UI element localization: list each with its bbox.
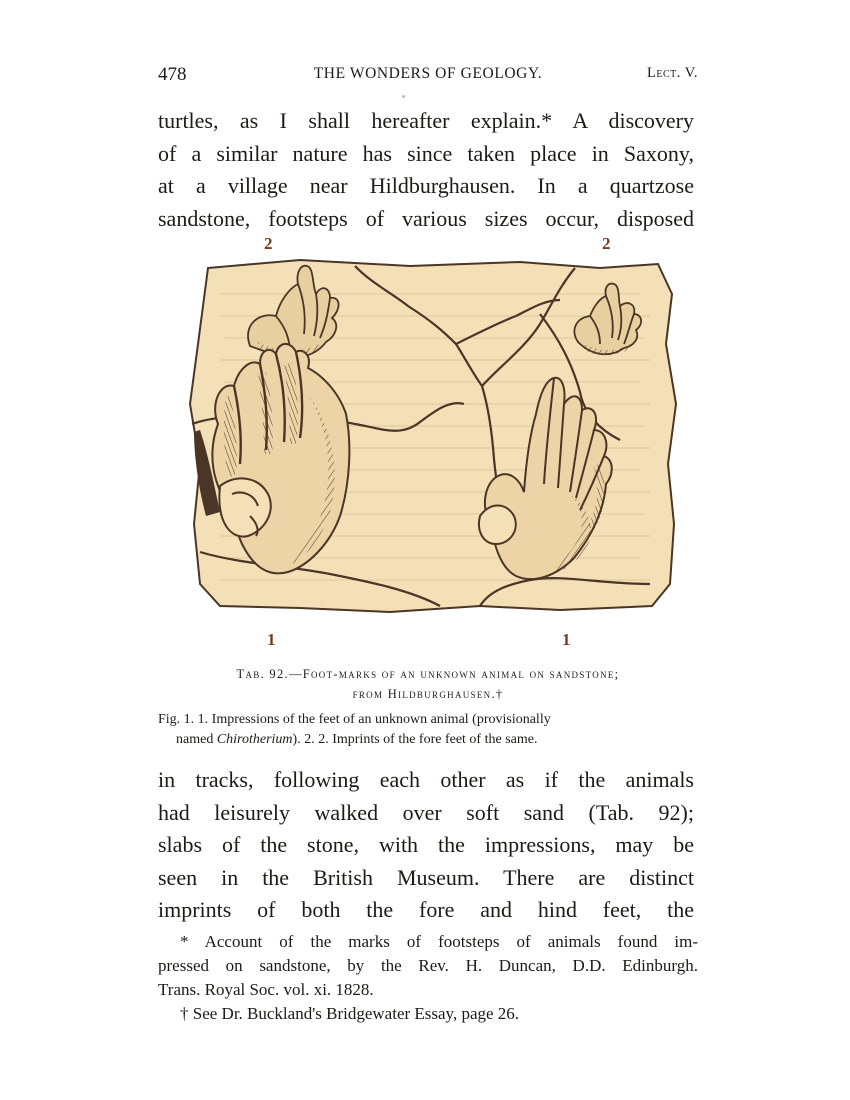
- text-line: seen in the British Museum. There are distinct: [158, 864, 694, 890]
- footnotes: [158, 930, 698, 1026]
- paragraph-top: [158, 105, 694, 235]
- caption-line-1: Fig. 1. 1. Impressions of the feet of an unknown animal (provisionally: [158, 712, 551, 727]
- caption-line-2-prefix: named: [176, 732, 217, 747]
- footprint-figure: [180, 232, 680, 662]
- genus-name: Chirotherium: [216, 732, 293, 747]
- text-line: imprints of both the fore and hind feet, the: [158, 897, 694, 922]
- text-line: sandstone, footsteps of various sizes occur, disposed: [158, 205, 694, 231]
- figure-label-2-left: 2: [264, 234, 273, 253]
- running-header: [158, 64, 698, 88]
- sandstone-slab-illustration: [180, 254, 680, 644]
- paragraph-bottom: [158, 764, 694, 927]
- footnote-star-line-3: Trans. Royal Soc. vol. xi. 1828.: [158, 980, 374, 999]
- figure-caption: [158, 710, 698, 750]
- figure-caption-title: [158, 664, 698, 704]
- figure-label-2-right: 2: [602, 234, 611, 253]
- text-line: turtles, as I shall hereafter explain.* A discovery: [158, 108, 694, 133]
- text-line: of a similar nature has since taken place in Saxony,: [158, 140, 694, 166]
- figure-label-1-left: 1: [267, 630, 276, 649]
- caption-title-line-2: from Hildburghausen.†: [352, 687, 504, 701]
- caption-line-2-suffix: ). 2. 2. Imprints of the fore feet of the same.: [292, 732, 538, 747]
- caption-line-2: [158, 730, 698, 750]
- caption-title-line-1: Tab. 92.—Foot-marks of an unknown animal on sandstone;: [236, 667, 620, 681]
- footnote-star-line-2: pressed on sandstone, by the Rev. H. Duncan, D.D. Edinburgh.: [158, 956, 698, 975]
- paper-speck: [402, 95, 405, 98]
- book-title: THE WONDERS OF GEOLOGY.: [313, 65, 543, 82]
- text-line: at a village near Hildburghausen. In a quartzose: [158, 173, 694, 198]
- text-line: in tracks, following each other as if the animals: [158, 767, 694, 792]
- footnote-dagger: † See Dr. Buckland's Bridgewater Essay, page 26.: [180, 1004, 520, 1023]
- footnote-star-line-1: * Account of the marks of footsteps of animals found im-: [180, 932, 698, 951]
- figure-label-1-right: 1: [562, 630, 571, 649]
- lecture-marker: Lect. V.: [647, 65, 698, 81]
- text-line: had leisurely walked over soft sand (Tab. 92);: [158, 799, 694, 825]
- page-number: 478: [158, 64, 187, 85]
- text-line: slabs of the stone, with the impressions, may be: [158, 832, 694, 857]
